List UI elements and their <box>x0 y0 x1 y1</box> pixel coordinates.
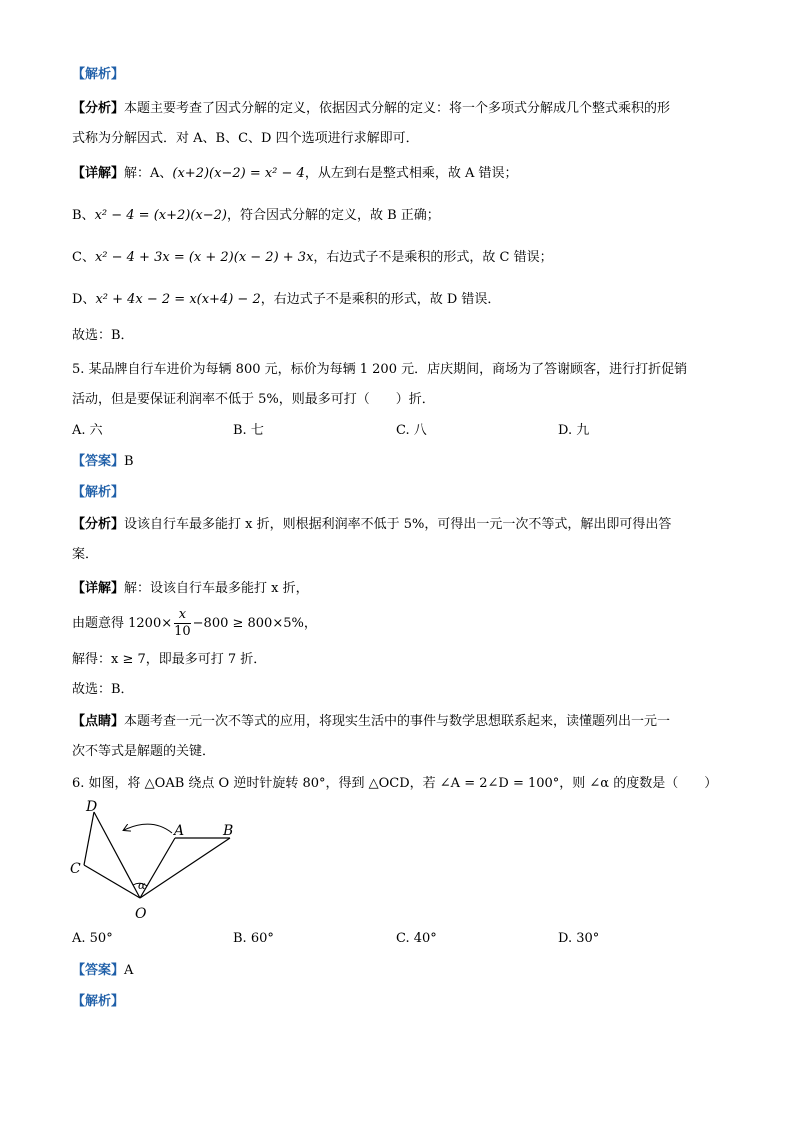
tag-xiangjie: 【详解】 <box>72 166 125 181</box>
q5-option-b: B. 七 <box>233 423 264 438</box>
q5-analysis-line-1: 【分析】设该自行车最多能打 x 折，则根据利润率不低于 5%，可得出一元一次不等式，解出即可得出答 <box>72 517 672 532</box>
label-A: A <box>174 823 185 839</box>
q5-option-a: A. 六 <box>72 423 103 438</box>
q4-analysis-line-2: 式称为分解因式．对 A、B、C、D 四个选项进行求解即可． <box>72 131 419 146</box>
q5-comment-line-2: 次不等式是解题的关键． <box>72 744 216 759</box>
label-D: D <box>86 799 98 815</box>
label-C: C <box>70 861 81 877</box>
q5-answer: 【答案】B <box>72 454 134 469</box>
label-alpha: α <box>138 879 146 892</box>
q6-section-tag-analysis: 【解析】 <box>72 994 125 1009</box>
q5-choose: 故选：B． <box>72 682 134 697</box>
q4-option-d: D、x² + 4x − 2 = x(x+4) − 2，右边式子不是乘积的形式，故 D 错误． <box>72 292 501 307</box>
q6-option-a: A. 50° <box>72 931 113 946</box>
label-B: B <box>223 823 234 839</box>
q6-answer: 【答案】A <box>72 963 134 978</box>
q4-option-b: B、x² − 4 = (x+2)(x−2)，符合因式分解的定义，故 B 正确； <box>72 208 440 223</box>
segment-DC <box>84 812 94 865</box>
q5-stem-line-1: 5. 某品牌自行车进价为每辆 800 元，标价为每辆 1 200 元．店庆期间，商场为了答谢顾客，进行打折促销 <box>72 362 688 377</box>
q5-stem-line-2: 活动，但是要保证利润率不低于 5%，则最多可打（ ）折． <box>72 392 435 407</box>
q4-detail-a: 【详解】解：A、(x+2)(x−2) = x² − 4，从左到右是整式相乘，故 A 错误； <box>72 166 518 181</box>
q5-option-d: D. 九 <box>558 423 590 438</box>
q6-stem: 6. 如图，将 △OAB 绕点 O 逆时针旋转 80°，得到 △OCD，若 ∠A = 2∠D = 100°，则 ∠α 的度数是（ ） <box>72 776 718 791</box>
q5-section-tag-analysis: 【解析】 <box>72 485 125 500</box>
q5-option-c: C. 八 <box>396 423 427 438</box>
q5-detail-line-2: 由题意得 1200× $\frac{x}{10}$ −800 ≥ 800×5%， <box>72 607 317 639</box>
q6-option-b: B. 60° <box>233 931 274 946</box>
q6-option-d: D. 30° <box>558 931 600 946</box>
tag-fenxi: 【分析】 <box>72 101 125 116</box>
q5-detail-line-1: 【详解】解：设该自行车最多能打 x 折， <box>72 581 309 596</box>
q5-comment-line-1: 【点睛】本题考查一元一次不等式的应用，将现实生活中的事件与数学思想联系起来，读懂题列出一元一 <box>72 714 671 729</box>
q4-option-c: C、x² − 4 + 3x = (x + 2)(x − 2) + 3x，右边式子不是乘积的形式，故 C 错误； <box>72 250 553 265</box>
label-O: O <box>135 906 147 922</box>
segment-BO <box>140 838 230 898</box>
q6-rotation-figure <box>64 795 254 925</box>
fraction-x-over-10: $\frac{x}{10}$ <box>174 607 191 639</box>
rotation-arrow <box>124 824 172 833</box>
q5-analysis-line-2: 案． <box>72 547 99 562</box>
section-tag-analysis: 【解析】 <box>72 67 125 82</box>
q4-analysis-line-1: 【分析】本题主要考查了因式分解的定义，依据因式分解的定义：将一个多项式分解成几个整式乘积的形 <box>72 101 671 116</box>
q6-option-c: C. 40° <box>396 931 437 946</box>
q5-detail-line-3: 解得：x ≥ 7，即最多可打 7 折． <box>72 652 267 667</box>
q4-choose: 故选：B． <box>72 328 134 343</box>
